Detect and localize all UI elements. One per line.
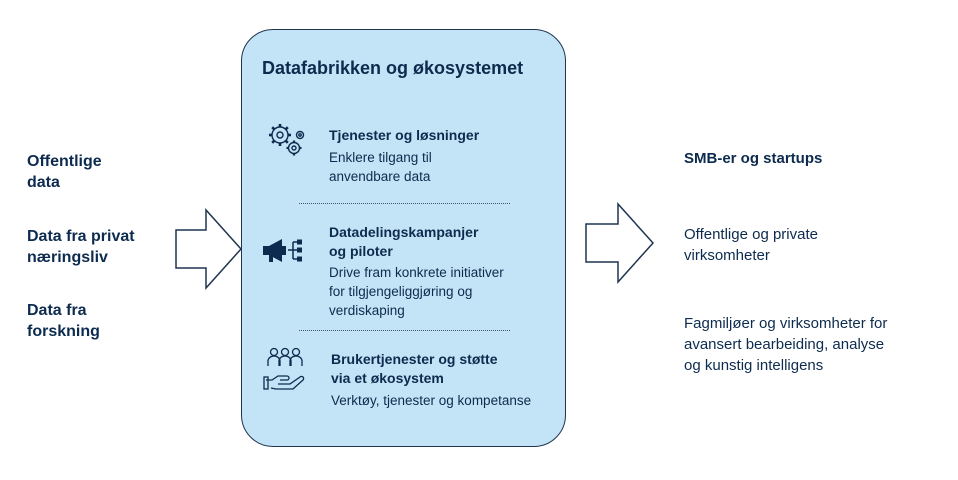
section-ecosystem-description: Verktøy, tjenester og kompetanse [331, 393, 532, 408]
gears-icon [266, 121, 306, 159]
target-smb: SMB-er og startups [684, 150, 823, 167]
people-hand-icon [263, 347, 307, 393]
section-services-description: Enklere tilgang til anvendbare data [329, 150, 432, 184]
megaphone-icon [260, 236, 306, 266]
section-ecosystem-title: Brukertjenester og støtte via et økosystem [331, 351, 498, 386]
section-divider [299, 330, 510, 331]
source-private-data: Data fra privat næringsliv [27, 228, 135, 266]
target-enterprises: Offentlige og private virksomheter [684, 226, 818, 264]
source-research-data: Data fra forskning [27, 302, 100, 340]
target-experts: Fagmiljøer og virksomheter for avansert bearbeiding, analyse og kunstig intelligens [684, 315, 888, 374]
section-campaigns-description: Drive fram konkrete initiativer for tilgjengeliggjøring og verdiskaping [329, 265, 504, 318]
section-services-title: Tjenester og løsninger [329, 127, 480, 143]
input-arrow-icon [174, 208, 244, 290]
output-arrow-icon [584, 202, 656, 284]
source-public-data: Offentlige data [27, 153, 102, 191]
section-divider [299, 203, 510, 204]
datafactory-title: Datafabrikken og økosystemet [262, 58, 524, 78]
section-campaigns-title: Datadelingskampanjer og piloter [329, 224, 479, 259]
